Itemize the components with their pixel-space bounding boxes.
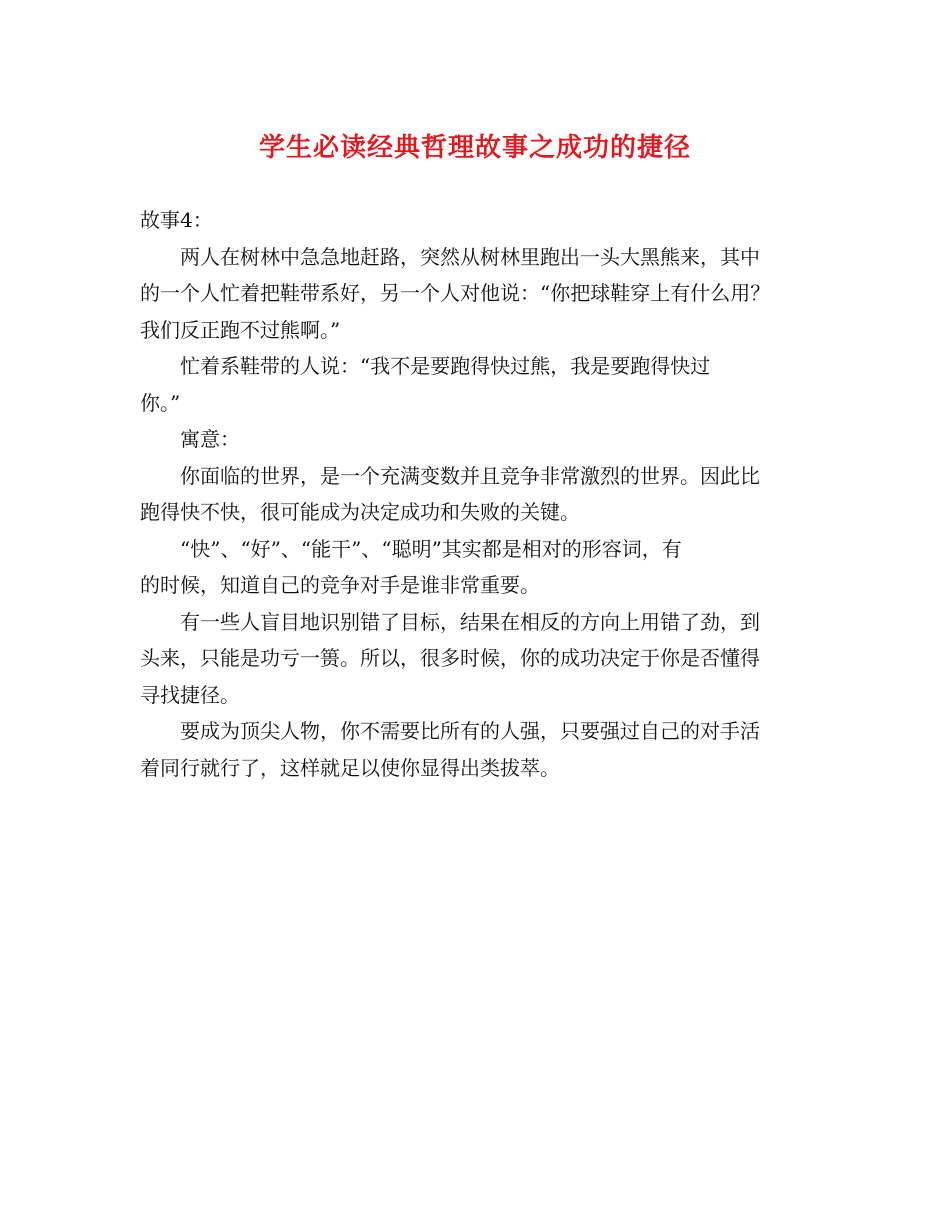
paragraph-line: “快”、“好”、“能干”、“聪明”其实都是相对的形容词，有 (180, 536, 682, 561)
paragraph-1 (140, 239, 815, 349)
paragraph-2 (140, 348, 815, 421)
paragraph-line: 两人在树林中急急地赶路，突然从树林里跑出一头大黑熊来，其中 (180, 244, 760, 269)
paragraph-line: 寓意： (180, 427, 240, 451)
paragraph-6 (140, 604, 815, 714)
paragraph-line: 头来，只能是功亏一篑。所以，很多时候，你的成功决定于你是否懂得 (140, 646, 760, 670)
story-label: 故事4： (140, 208, 213, 232)
document-body (140, 202, 815, 786)
paragraph-line: 的时候，知道自己的竞争对手是谁非常重要。 (140, 573, 540, 597)
paragraph-line: 要成为顶尖人物，你不需要比所有的人强，只要强过自己的对手活 (180, 719, 760, 743)
paragraph-line: 寻找捷径。 (140, 682, 240, 707)
paragraph-7 (140, 713, 815, 786)
paragraph-line: 忙着系鞋带的人说：“我不是要跑得快过熊，我是要跑得快过 (180, 354, 711, 378)
paragraph-4 (140, 458, 815, 531)
paragraph-line: 有一些人盲目地识别错了目标，结果在相反的方向上用错了劲，到 (180, 609, 760, 634)
paragraph-5 (140, 531, 815, 604)
paragraph-line: 跑得快不快，很可能成为决定成功和失败的关键。 (140, 500, 580, 524)
moral-label (140, 421, 815, 458)
paragraph-line: 你面临的世界，是一个充满变数并且竞争非常激烈的世界。因此比 (180, 463, 760, 488)
paragraph-line: 着同行就行了，这样就足以使你显得出类拔萃。 (140, 755, 560, 780)
document-title: 学生必读经典哲理故事之成功的捷径 (258, 133, 691, 163)
paragraph-line: 我们反正跑不过熊啊。” (140, 317, 341, 342)
paragraph-line: 你。” (140, 390, 181, 415)
paragraph-line: 的一个人忙着把鞋带系好，另一个人对他说：“你把球鞋穿上有什么用？ (140, 281, 771, 305)
